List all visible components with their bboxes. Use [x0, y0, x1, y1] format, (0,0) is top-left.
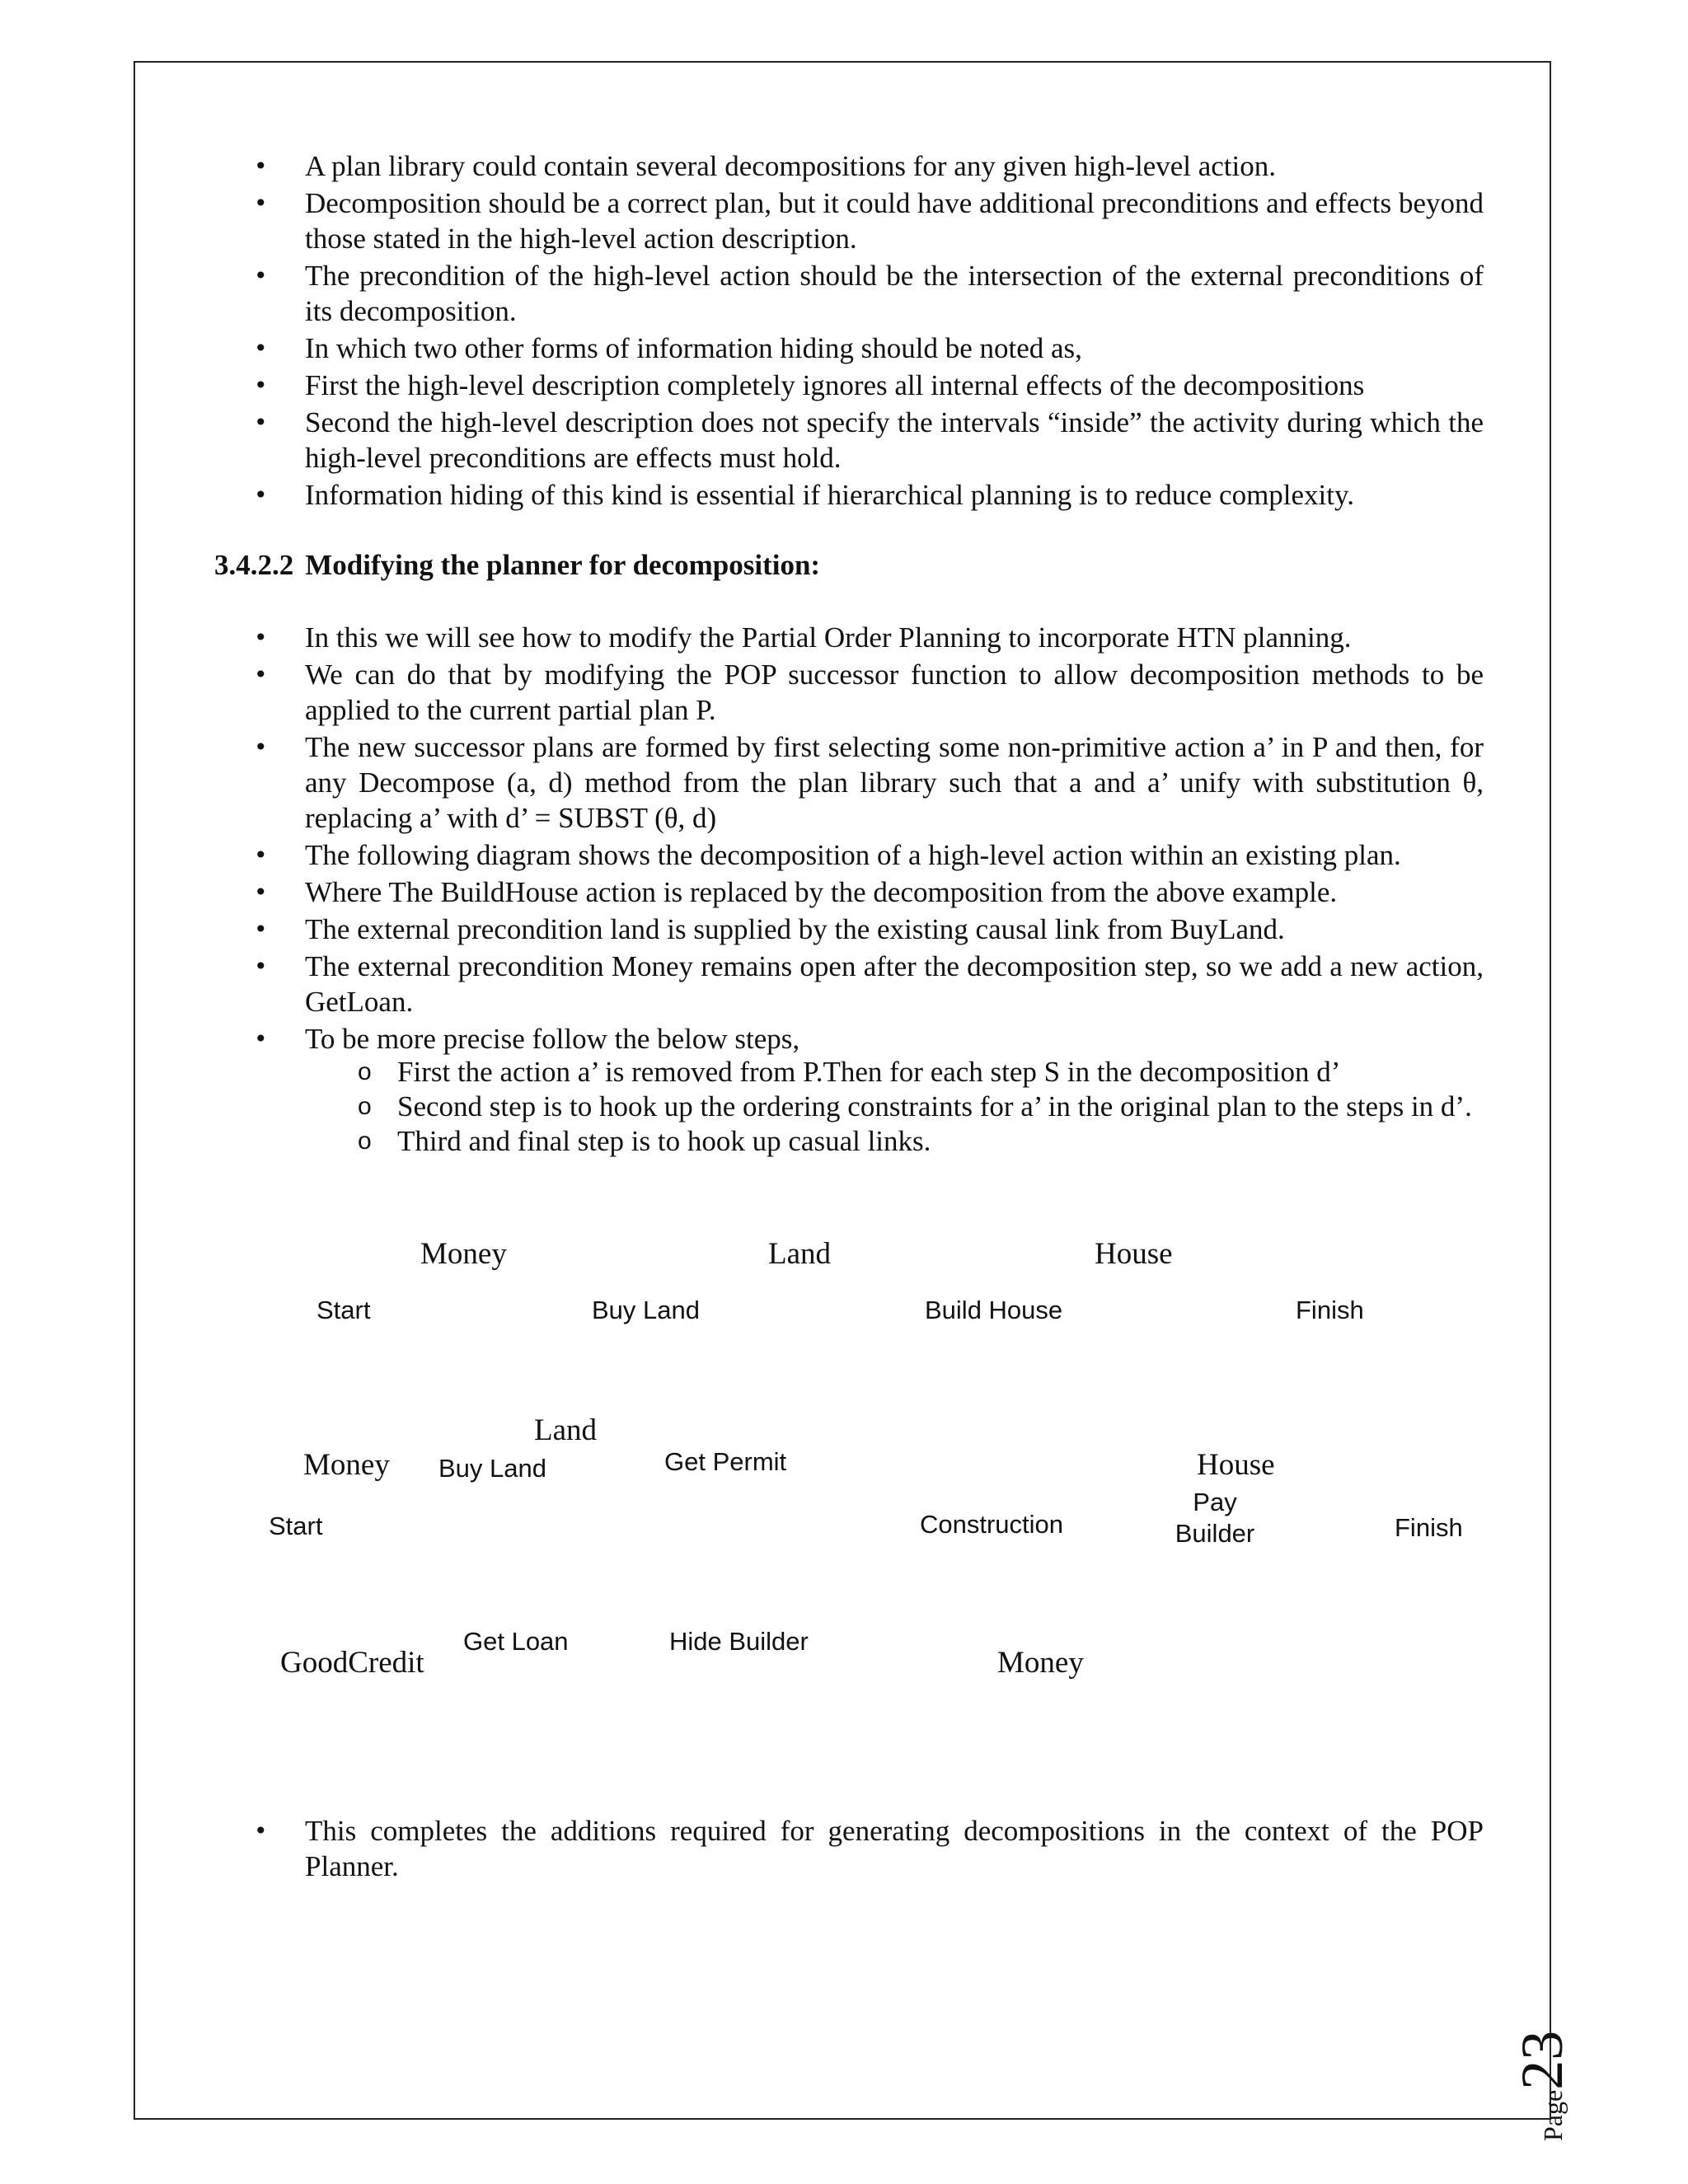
condition-money-3: Money [997, 1646, 1084, 1680]
action-finish-2: Finish [1395, 1513, 1463, 1542]
list-item: • The precondition of the high-level action should be the intersection of the external preconditions of its decomposition. [214, 258, 1484, 329]
list-item: • The new successor plans are formed by first selecting some non-primitive action a’ in P and then, for any Decompose (a, d) method from the plan library such that a and a’ unify with substitution θ, replacing a’ with d’ = SUBST (θ, d) [214, 729, 1484, 836]
action-pay-builder-line-2: Builder [1175, 1519, 1255, 1548]
list-item: • Where The BuildHouse action is replaced by the decomposition from the above example. [214, 874, 1484, 910]
sub-step-list [305, 1057, 1484, 1157]
condition-house: House [1095, 1237, 1173, 1271]
section-title: Modifying the planner for decomposition: [305, 549, 821, 581]
page-number-value: 23 [1509, 2030, 1575, 2090]
action-get-loan: Get Loan [463, 1627, 569, 1656]
bullet-list-top [214, 148, 1484, 513]
bullet-list-final [214, 1813, 1484, 1884]
action-hide-builder: Hide Builder [669, 1627, 809, 1656]
action-finish: Finish [1296, 1296, 1364, 1324]
page-number-rotated [1508, 2031, 1577, 2141]
action-construction: Construction [920, 1510, 1064, 1539]
list-item: • In which two other forms of information hiding should be noted as, [214, 330, 1484, 366]
list-item: • Information hiding of this kind is essential if hierarchical planning is to reduce complexity. [214, 477, 1484, 513]
condition-money-2: Money [303, 1448, 390, 1482]
sub-step-item: o First the action a’ is removed from P.Then for each step S in the decomposition d’ [305, 1057, 1484, 1088]
page-number [1500, 1978, 1575, 2143]
page-word: Page [1538, 2089, 1568, 2141]
condition-land: Land [768, 1237, 832, 1271]
list-item: • This completes the additions required for generating decompositions in the context of the POP Planner. [214, 1813, 1484, 1884]
action-get-permit: Get Permit [664, 1447, 787, 1476]
section-heading [214, 549, 1484, 582]
plan-diagram [134, 1220, 1551, 1731]
list-item: • First the high-level description completely ignores all internal effects of the decompositions [214, 368, 1484, 403]
condition-land-2: Land [534, 1413, 598, 1447]
action-buy-land: Buy Land [592, 1296, 700, 1324]
list-item: • The external precondition Money remains open after the decomposition step, so we add a new action, GetLoan. [214, 949, 1484, 1019]
action-pay-builder-line-1: Pay [1193, 1488, 1237, 1516]
list-item: • Decomposition should be a correct plan, but it could have additional preconditions and effects beyond those stated in the high-level action description. [214, 185, 1484, 256]
bullet-list-mid [214, 620, 1484, 1157]
list-item: • Second the high-level description does not specify the intervals “inside” the activity during which the high-level preconditions are effects must hold. [214, 405, 1484, 476]
list-item: • We can do that by modifying the POP successor function to allow decomposition methods to be applied to the current partial plan P. [214, 657, 1484, 728]
list-item: • The following diagram shows the decomposition of a high-level action within an existing plan. [214, 837, 1484, 873]
list-item: • In this we will see how to modify the Partial Order Planning to incorporate HTN planning. [214, 620, 1484, 655]
action-start: Start [316, 1296, 371, 1324]
action-start-2: Start [269, 1511, 323, 1540]
condition-good-credit: GoodCredit [280, 1646, 424, 1680]
list-item-text: To be more precise follow the below steps, [305, 1023, 800, 1055]
sub-step-item: o Second step is to hook up the ordering constraints for a’ in the original plan to the steps in d’. [305, 1091, 1484, 1122]
condition-money: Money [420, 1237, 507, 1271]
section-number: 3.4.2.2 [214, 549, 294, 581]
list-item: • The external precondition land is supplied by the existing causal link from BuyLand. [214, 912, 1484, 947]
list-item: • A plan library could contain several decompositions for any given high-level action. [214, 148, 1484, 184]
condition-house-2: House [1197, 1448, 1275, 1482]
final-section [214, 1813, 1484, 1886]
list-item [214, 1021, 1484, 1157]
action-pay-builder [1174, 1487, 1256, 1549]
main-content [214, 148, 1484, 1160]
action-build-house: Build House [925, 1296, 1063, 1324]
sub-step-item: o Third and final step is to hook up casual links. [305, 1126, 1484, 1157]
action-buy-land-2: Buy Land [438, 1454, 546, 1483]
